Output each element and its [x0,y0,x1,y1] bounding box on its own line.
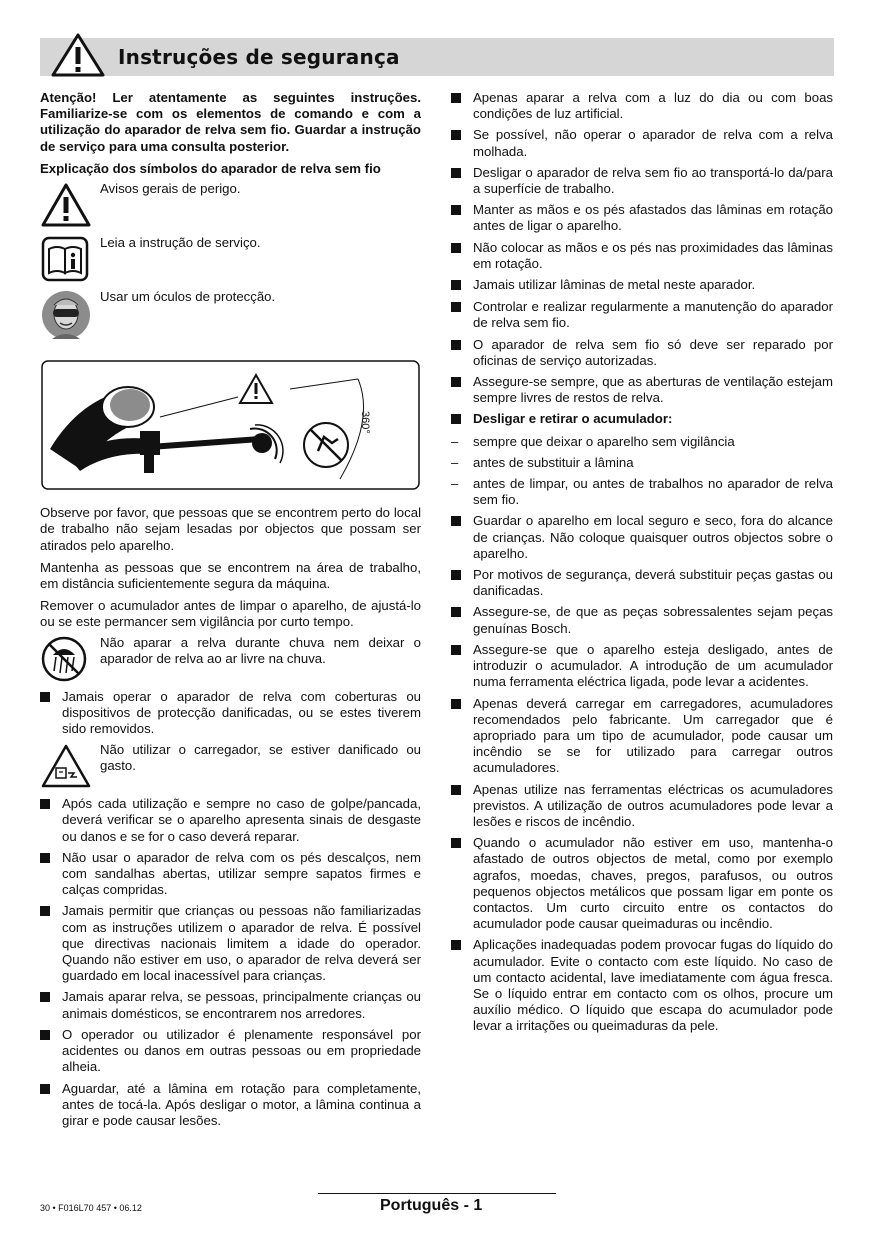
list-item: O operador ou utilizador é plenamente responsável por acidentes ou danos em outras pessoas ou em propriedade alheia. [40,1027,421,1076]
bullet-marker [451,168,461,178]
list-item: Guardar o aparelho em local seguro e seco, fora do alcance de crianças. Não coloque quaisquer outros objectos sobre o aparelho. [451,513,833,562]
left-column [40,90,421,1134]
list-item: Jamais aparar relva, se pessoas, principalmente crianças ou animais domésticos, se encontrarem nos arredores. [40,989,421,1021]
list-item: Por motivos de segurança, deverá substituir peças gastas ou danificadas. [451,567,833,599]
figure-label: 360° [359,411,371,434]
bullet-marker [451,280,461,290]
paragraph: Remover o acumulador antes de limpar o aparelho, de ajustá-lo ou se este permancer sem vigilância por curto tempo. [40,598,421,630]
footer-divider [318,1193,556,1194]
bullet-marker [451,516,461,526]
bullet-marker [40,992,50,1002]
list-item: Após cada utilização e sempre no caso de golpe/pancada, deverá verificar se o aparelho apresenta sinais de desgaste ou danos e se for o caso deverá reparar. [40,796,421,845]
list-item: Controlar e realizar regularmente a manutenção do aparador de relva sem fio. [451,299,833,331]
list-item: Manter as mãos e os pés afastados das lâminas em rotação antes de ligar o aparelho. [451,202,833,234]
footer-page-label: Português - 1 [380,1197,483,1214]
trimmer-illustration [40,359,421,491]
symbols-heading: Explicação dos símbolos do aparador de relva sem fio [40,160,381,176]
list-item: Apenas deverá carregar em carregadores, acumuladores recomendados pelo fabricante. Um carregador que é apropriado para um tipo de acumulador, pode causar um incêndio se se for utilizado para carregar outros acumuladores. [451,696,833,777]
list-item: Jamais utilizar lâminas de metal neste aparador. [451,277,833,294]
bullet-marker [40,692,50,702]
symbol-row [40,289,421,341]
list-item: Se possível, não operar o aparador de relva com a relva molhada. [451,127,833,159]
bullet-marker [451,93,461,103]
paragraph: Mantenha as pessoas que se encontrem na área de trabalho, em distância suficientemente segura da máquina. [40,559,421,592]
bullet-marker [40,1030,50,1040]
bullet-marker [451,940,461,950]
symbol-text: Usar um óculos de protecção. [100,289,276,305]
list-item: Quando o acumulador não estiver em uso, mantenha-o afastado de outros objectos de metal, como por exemplo agrafos, moedas, chaves, pregos, parafusos, ou outros pequenos objectos metálicos que possam ligar em ponte os contactos. Um curto circuito entre os contactos do acumulador pode causar queimaduras ou incêndio. [451,835,833,932]
bullet-marker [451,699,461,709]
bullet-marker [40,906,50,916]
list-item: Não colocar as mãos e os pés nas proximidades das lâminas em rotação. [451,240,833,272]
charger-warning-icon [40,742,92,790]
symbol-row [40,235,421,283]
list-item: Jamais permitir que crianças ou pessoas não familiarizadas com as instruções utilizem o aparador de relva. É possível que directivas nacionais limitem a idade do operador. Quando não estiver em uso, o aparador de relva deverá ser guardado em local inacessível para crianças. [40,903,421,984]
symbol-text: Leia a instrução de serviço. [100,235,261,251]
dash-item: – sempre que deixar o aparelho sem vigilância [451,433,735,449]
manual-book-icon [40,235,92,283]
warning-triangle-icon [40,181,92,229]
bullet-marker [40,799,50,809]
list-item: Não usar o aparador de relva com os pés descalços, nem com sandalhas abertas, utilizar sempre sapatos firmes e calças compridas. [40,850,421,899]
list-item: Assegure-se sempre, que as aberturas de ventilação estejam sempre livres de restos de relva. [451,374,833,406]
charger-warning-row [40,742,421,790]
bullet-marker [451,838,461,848]
safety-goggles-icon [40,289,92,341]
bullet-marker [451,377,461,387]
list-item: Apenas aparar a relva com a luz do dia ou com boas condições de luz artificial. [451,90,833,122]
no-rain-icon [40,635,92,683]
rain-warning-text: Não aparar a relva durante chuva nem deixar o aparador de relva ao ar livre na chuva. [100,634,421,666]
warning-triangle-icon [50,32,106,78]
list-item: Desligar o aparador de relva sem fio ao transportá-lo da/para a superfície de trabalho. [451,165,833,197]
section-header [40,38,834,76]
symbol-row [40,181,421,229]
bullet-marker [451,130,461,140]
intro-text: Atenção! Ler atentamente as seguintes instruções. Familiarize-se com os elementos de comando e com a utilização do aparador de relva sem fio. Guardar a instrução de serviço para uma consulta posterior. [40,90,421,154]
dash-item: – antes de limpar, ou antes de trabalhos no aparador de relva sem fio. [451,476,833,508]
symbol-text: Avisos gerais de perigo. [100,181,241,197]
bullet-marker [451,340,461,350]
bullet-marker [451,645,461,655]
list-item: Apenas utilize nas ferramentas eléctricas os acumuladores previstos. A utilização de outros acumuladores pode levar a lesões e riscos de incêndio. [451,782,833,831]
bullet-marker [451,607,461,617]
bullet-marker [451,302,461,312]
paragraph: Observe por favor, que pessoas que se encontrem perto do local de trabalho não sejam lesadas por objectos que possam ser atirados pelo aparelho. [40,505,421,553]
right-column [451,90,833,1040]
bullet-marker [451,570,461,580]
list-item-bold: Desligar e retirar o acumulador: [451,411,833,428]
page-title: Instruções de segurança [118,45,400,69]
list-item: Aguardar, até a lâmina em rotação para completamente, antes de tocá-la. Após desligar o motor, a lâmina continua a girar e pode causar lesões. [40,1081,421,1130]
charger-warning-text: Não utilizar o carregador, se estiver danificado ou gasto. [100,742,421,774]
bullet-marker [40,853,50,863]
bullet-marker [40,1084,50,1094]
bullet-marker [451,205,461,215]
footer-doc-code: 30 • F016L70 457 • 06.12 [40,1203,142,1213]
rain-warning-row [40,635,421,683]
list-item: Jamais operar o aparador de relva com coberturas ou dispositivos de protecção danificadas, ou se estes tiverem sido removidos. [40,689,421,738]
list-item: Aplicações inadequadas podem provocar fugas do líquido do acumulador. Evite o contacto com este líquido. No caso de um contacto acidental, lave imediatamente com água fresca. Se o líquido entrar em contacto com os olhos, procure um auxílio médico. O líquido que escapa do acumulador pode levar a irritações ou queimaduras da pele. [451,937,833,1034]
bullet-marker [451,243,461,253]
bullet-marker [451,785,461,795]
list-item: Assegure-se, de que as peças sobressalentes sejam peças genuínas Bosch. [451,604,833,636]
dash-item: – antes de substituir a lâmina [451,454,634,470]
bullet-marker [451,414,461,424]
list-item: Assegure-se que o aparelho esteja desligado, antes de introduzir o acumulador. A introdução de um acumulador numa ferramenta eléctrica ligada, pode levar a acidentes. [451,642,833,691]
list-item: O aparador de relva sem fio só deve ser reparado por oficinas de serviço autorizadas. [451,337,833,369]
